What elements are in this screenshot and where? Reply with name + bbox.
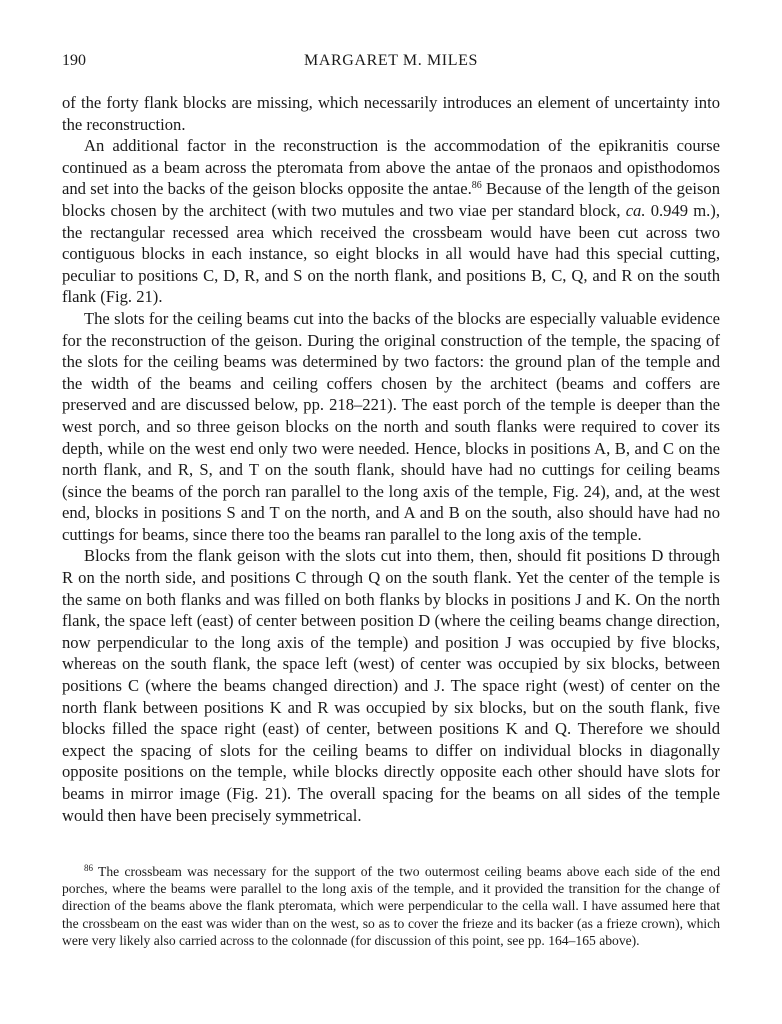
running-head: MARGARET M. MILES <box>304 52 478 69</box>
paragraph-4: Blocks from the flank geison with the slots cut into them, then, should fit positions D through R on the north side, and positions C through Q on the south flank. Yet the center of the temple is the same on both flanks and was filled on both flanks by blocks in positions J and K. On the north flank, the space left (east) of center between position D (where the ceiling beams change direction, now perpendicular to the long axis of the temple) and position J was occupied by five blocks, whereas on the south flank, the space left (west) of center was occupied by six blocks, between positions C (where the beams changed direction) and J. The space right (west) of center on the north flank between positions K and R was occupied by six blocks, but on the south flank, five blocks filled the space right (east) of center, between positions K and Q. Therefore we should expect the spacing of slots for the ceiling beams to differ on individual blocks in diagonally opposite positions on the temple, while blocks directly opposite each other should have slots for beams in mirror image (Fig. 21). The overall spacing for the beams on all sides of the temple would then have been precisely symmetrical. <box>62 546 720 825</box>
paragraph-1: of the forty flank blocks are missing, which necessarily introduces an element of uncertainty into the reconstruction. <box>62 93 720 134</box>
page-number: 190 <box>62 52 86 69</box>
paragraph-2-part-b: Because of the length of the geison blocks chosen by the architect (with two mutules and two viae per standard block, <box>62 179 720 220</box>
footnote-86 <box>62 863 720 949</box>
page-header <box>62 52 720 74</box>
footnote-text: The crossbeam was necessary for the support of the two outermost ceiling beams above each side of the end porches, where the beams were parallel to the long axis of the temple, and it provided the transition for the change of direction of the beams above the flank pteromata, which were perpendicular to the cella wall. I have assumed here that the crossbeam on the east was wider than on the west, so as to cover the frieze and its backer (as a frieze crown), which were very likely also carried across to the colonnade (for discussion of this point, see pp. 164–165 above). <box>62 864 720 948</box>
paragraph-2 <box>62 135 720 308</box>
circa-abbrev: ca. <box>625 200 646 220</box>
paragraph-3: The slots for the ceiling beams cut into the backs of the blocks are especially valuable evidence for the reconstruction of the geison. During the original construction of the temple, the spacing of the slots for the ceiling beams was determined by two factors: the ground plan of the temple and the width of the beams and ceiling coffers chosen by the architect (beams and coffers are preserved and are discussed below, pp. 218–221). The east porch of the temple is deeper than the west porch, and so three geison blocks on the north and south flanks were required to cover its depth, while on the west end only two were needed. Hence, blocks in positions A, B, and C on the north flank, and R, S, and T on the south flank, should have had no cuttings for ceiling beams (since the beams of the porch ran parallel to the long axis of the temple, Fig. 24), and, at the west end, blocks in positions S and T on the north, and A and B on the south, also should have had no cuttings for beams, since there too the beams ran parallel to the long axis of the temple. <box>62 308 720 544</box>
footnote-number: 86 <box>84 863 93 873</box>
paragraph-2-part-a: An additional factor in the reconstruction is the accommodation of the epikranitis course continued as a beam across the pteromata from above the antae of the pronaos and opisthodomos and set into the backs of the geison blocks opposite the antae. <box>62 136 720 199</box>
footnote-ref-86[interactable]: 86 <box>471 180 482 192</box>
paragraph-2-part-c: 0.949 m.), the rectangular recessed area which received the crossbeam would have been cut across two contiguous blocks in each instance, so eight blocks in all would have had this special cutting, peculiar to positions C, D, R, and S on the north flank, and positions B, C, Q, and R on the south flank (Fig. 21). <box>62 200 720 307</box>
body-text <box>62 92 720 826</box>
